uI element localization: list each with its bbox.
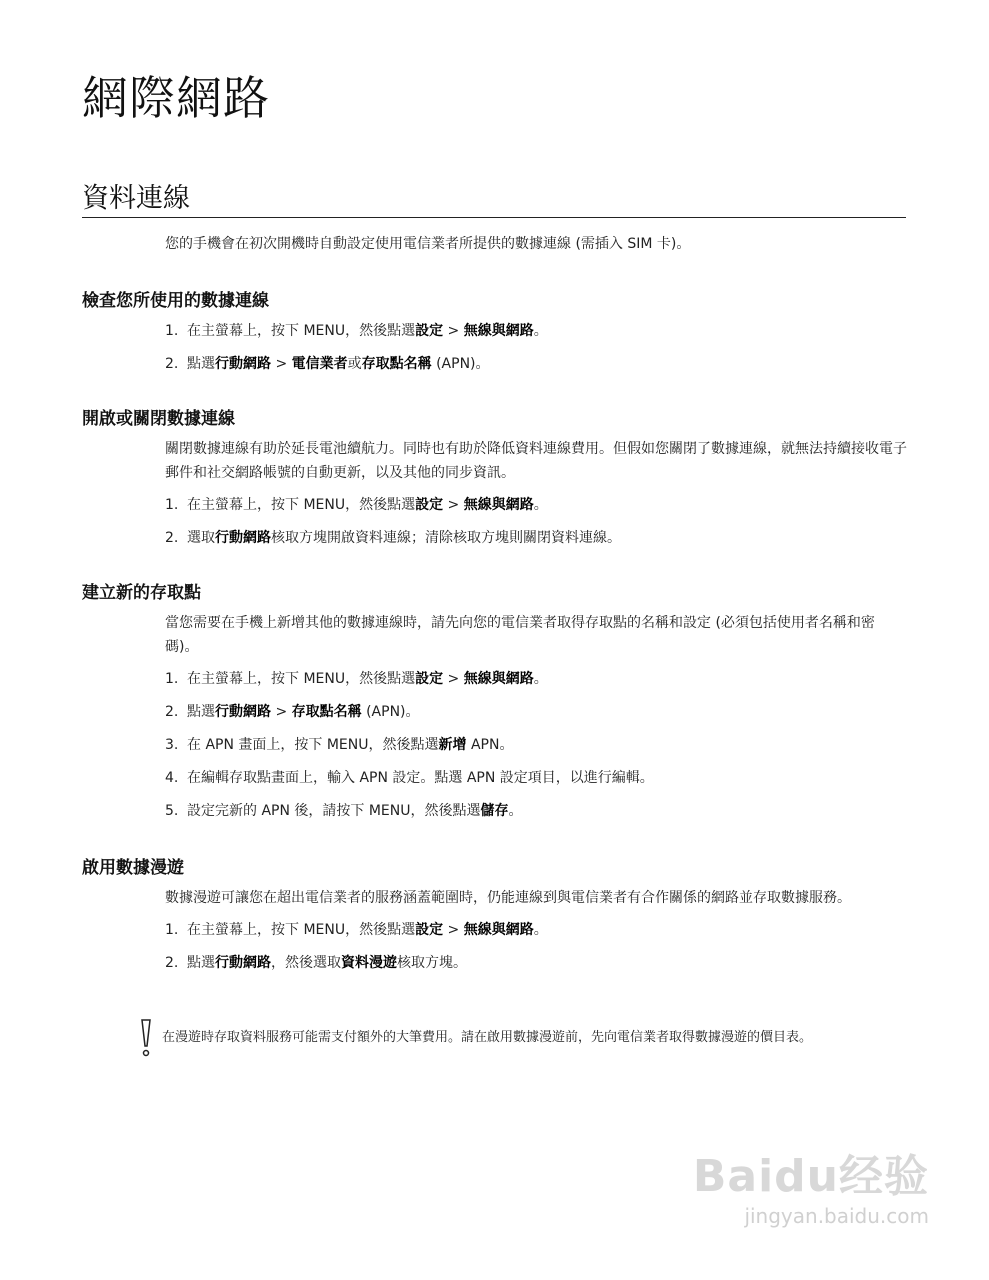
ui-term: 行動網路	[215, 955, 271, 971]
ui-term: 設定	[415, 922, 444, 938]
text-segment: 點選	[187, 704, 215, 720]
text-segment: 選取	[187, 530, 215, 546]
text-segment: 。	[533, 497, 548, 513]
step-text	[187, 733, 513, 757]
text-segment: 在編輯存取點畫面上，輸入 APN 設定。點選 APN 設定項目，以進行編輯。	[187, 770, 654, 786]
step-text	[187, 799, 523, 823]
ui-term: 存取點名稱	[291, 704, 362, 720]
ui-term: 行動網路	[215, 704, 271, 720]
list-item	[165, 766, 908, 790]
text-segment: >	[443, 323, 464, 339]
text-segment: (APN)。	[361, 704, 420, 720]
ui-term: 無線與網路	[463, 323, 534, 339]
subsection-heading: 啟用數據漫遊	[82, 858, 184, 878]
watermark-url: jingyan.baidu.com	[744, 1204, 929, 1228]
step-text	[187, 526, 621, 550]
list-item	[165, 733, 908, 757]
text-segment: ，然後選取	[271, 955, 341, 971]
ui-term: 資料漫遊	[341, 955, 397, 971]
step-number: 1.	[165, 671, 179, 687]
step-text	[187, 918, 548, 942]
text-segment: 。	[533, 323, 548, 339]
text-segment: >	[443, 922, 464, 938]
warning-icon	[140, 1018, 152, 1058]
text-segment: 在主螢幕上，按下 MENU，然後點選	[187, 323, 416, 339]
list-item	[165, 493, 908, 517]
step-text	[187, 951, 467, 975]
text-segment: 或	[347, 356, 362, 372]
text-segment: 在 APN 畫面上，按下 MENU，然後點選	[187, 737, 439, 753]
warning-note	[140, 1018, 812, 1058]
step-number: 2.	[165, 356, 179, 372]
text-segment: 在主螢幕上，按下 MENU，然後點選	[187, 671, 416, 687]
list-item	[165, 799, 908, 823]
watermark	[693, 1140, 929, 1228]
text-segment: 。	[533, 922, 548, 938]
ui-term: 儲存	[480, 803, 509, 819]
text-segment: 點選	[187, 356, 215, 372]
step-number: 1.	[165, 497, 179, 513]
text-segment: >	[443, 671, 464, 687]
step-text	[187, 319, 548, 343]
ui-term: 電信業者	[291, 356, 348, 372]
ui-term: 無線與網路	[463, 922, 534, 938]
list-item	[165, 918, 908, 942]
step-number: 5.	[165, 803, 179, 819]
text-segment: 。	[533, 671, 548, 687]
step-number: 1.	[165, 922, 179, 938]
list-item	[165, 700, 908, 724]
ui-term: 行動網路	[215, 530, 271, 546]
ui-term: 設定	[415, 671, 444, 687]
step-number: 2.	[165, 704, 179, 720]
subsection	[82, 286, 908, 385]
step-number: 3.	[165, 737, 179, 753]
ui-term: 設定	[415, 497, 444, 513]
subsection-heading: 建立新的存取點	[82, 583, 201, 603]
intro-text: 您的手機會在初次開機時自動設定使用電信業者所提供的數據連線 (需插入 SIM 卡)。	[165, 236, 691, 252]
section-divider	[82, 217, 906, 218]
ui-term: 行動網路	[215, 356, 271, 372]
ui-term: 設定	[415, 323, 444, 339]
ui-term: 無線與網路	[463, 671, 534, 687]
paragraph: 關閉數據連線有助於延長電池續航力。同時也有助於降低資料連線費用。但假如您關閉了數據連線，就無法持續接收電子郵件和社交網路帳號的自動更新，以及其他的同步資訊。	[165, 441, 907, 481]
list-item	[165, 951, 908, 975]
ui-term: 新增	[438, 737, 467, 753]
list-item	[165, 319, 908, 343]
subsection	[82, 578, 908, 832]
step-text	[187, 766, 654, 790]
list-item	[165, 667, 908, 691]
text-segment: 點選	[187, 955, 215, 971]
text-segment: 在主螢幕上，按下 MENU，然後點選	[187, 497, 416, 513]
page-title: 網際網路	[82, 71, 270, 125]
text-segment: 核取方塊開啟資料連線；清除核取方塊則關閉資料連線。	[271, 530, 621, 546]
text-segment: >	[443, 497, 464, 513]
subsection-heading: 開啟或關閉數據連線	[82, 409, 235, 429]
text-segment: 在主螢幕上，按下 MENU，然後點選	[187, 922, 416, 938]
step-text	[187, 700, 420, 724]
step-number: 1.	[165, 323, 179, 339]
text-segment: >	[271, 704, 292, 720]
paragraph: 當您需要在手機上新增其他的數據連線時，請先向您的電信業者取得存取點的名稱和設定 (必須包括使用者名稱和密碼)。	[165, 615, 875, 655]
ui-term: 存取點名稱	[361, 356, 432, 372]
subsection	[82, 853, 908, 984]
subsection	[82, 404, 908, 559]
step-text	[187, 352, 490, 376]
text-segment: 核取方塊。	[397, 955, 467, 971]
watermark-logo: Baidu经验	[692, 1151, 929, 1202]
section-heading: 資料連線	[82, 183, 190, 214]
warning-text: 在漫遊時存取資料服務可能需支付額外的大筆費用。請在啟用數據漫遊前，先向電信業者取得數據漫遊的價目表。	[162, 1030, 813, 1045]
text-segment: (APN)。	[431, 356, 490, 372]
step-number: 4.	[165, 770, 179, 786]
paragraph: 數據漫遊可讓您在超出電信業者的服務涵蓋範圍時，仍能連線到與電信業者有合作關係的網路並存取數據服務。	[165, 890, 851, 906]
list-item	[165, 526, 908, 550]
ui-term: 無線與網路	[463, 497, 534, 513]
step-number: 2.	[165, 955, 179, 971]
text-segment: 。	[508, 803, 523, 819]
text-segment: >	[271, 356, 292, 372]
subsection-heading: 檢查您所使用的數據連線	[82, 291, 269, 311]
list-item	[165, 352, 908, 376]
step-text	[187, 493, 548, 517]
step-text	[187, 667, 548, 691]
text-segment: 設定完新的 APN 後，請按下 MENU，然後點選	[187, 803, 481, 819]
step-number: 2.	[165, 530, 179, 546]
intro-block	[82, 232, 908, 264]
text-segment: APN。	[466, 737, 514, 753]
